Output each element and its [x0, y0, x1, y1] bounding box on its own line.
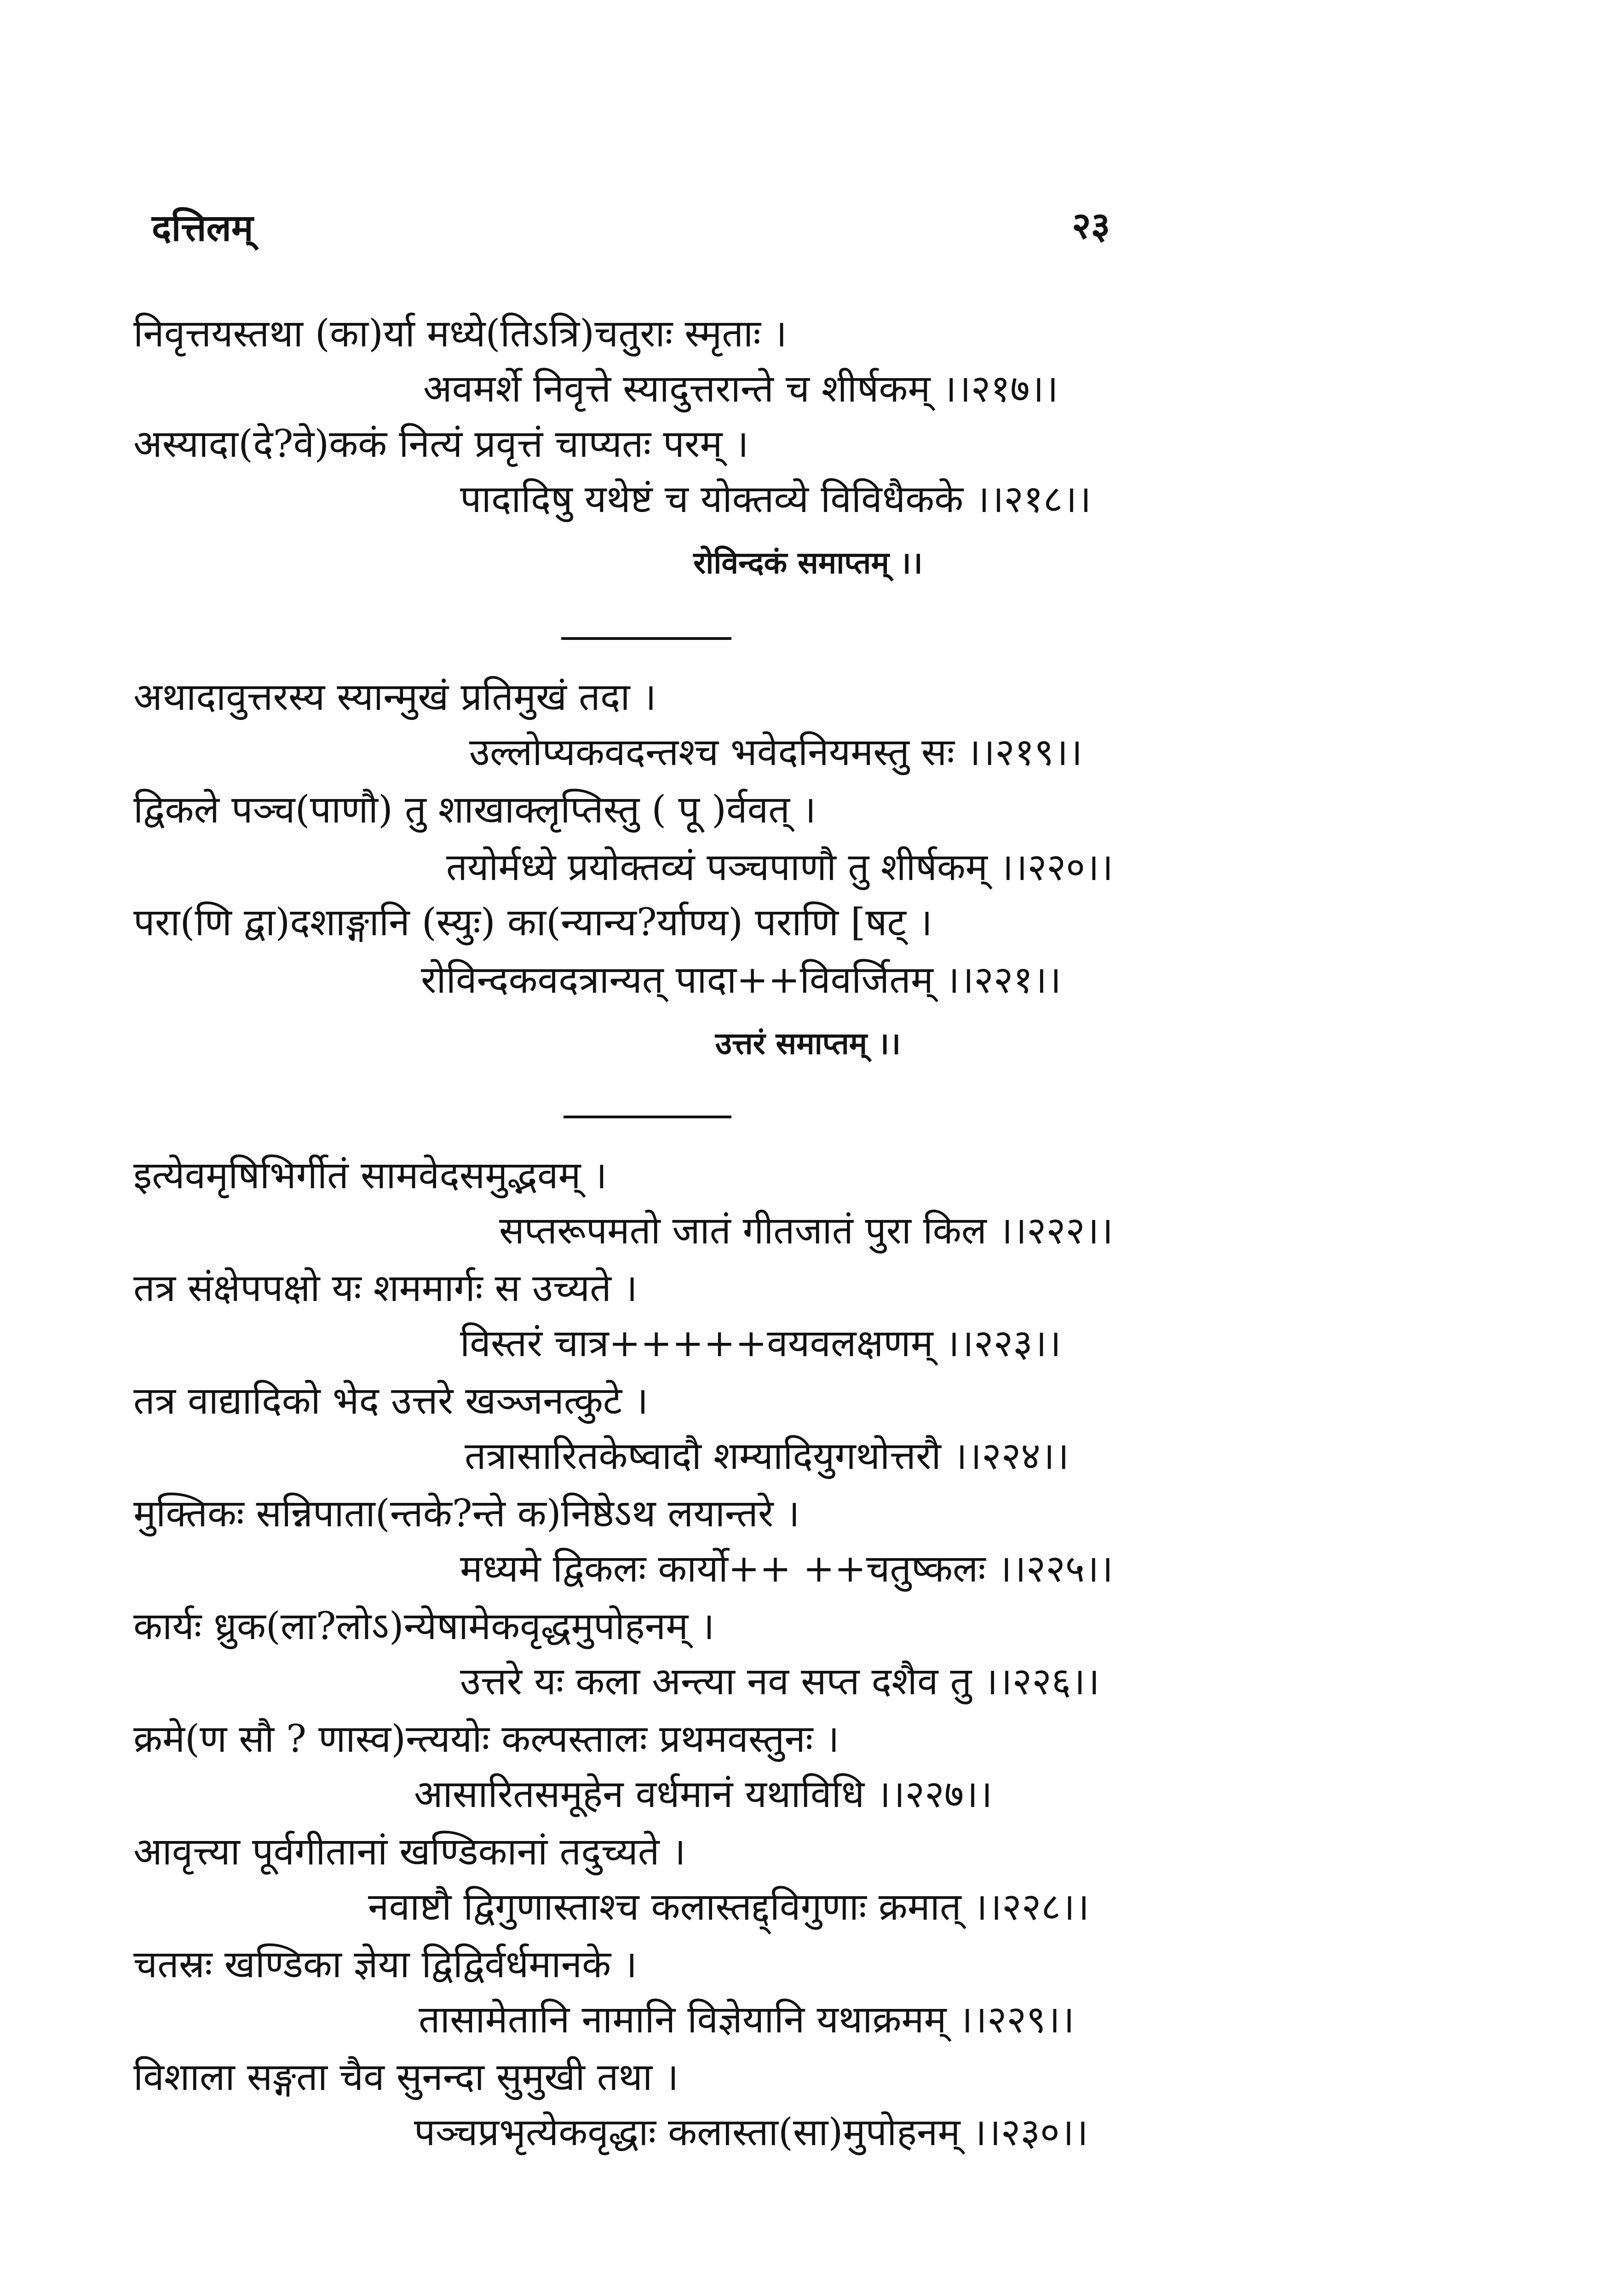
verse-line: नवाष्टौ द्विगुणास्ताश्च कलास्तद्द्विगुणाः क्रमात् ।।२२८।।	[368, 1885, 1090, 1929]
verse-line: सप्तरूपमतो जातं गीतजातं पुरा किल ।।२२२।।	[499, 1209, 1113, 1253]
verse-line: तयोर्मध्ये प्रयोक्तव्यं पञ्चपाणौ तु शीर्षकम् ।।२२०।।	[446, 846, 1114, 889]
verse-line: तासामेतानि नामानि विज्ञेयानि यथाक्रमम् ।।२२९।।	[419, 1998, 1075, 2042]
verse-line: पञ्चप्रभृत्येकवृद्धाः कलास्ता(सा)मुपोहनम् ।।२३०।।	[414, 2111, 1088, 2154]
verse-line: आसारितसमूहेन वर्धमानं यथाविधि ।।२२७।।	[414, 1772, 993, 1816]
verse-line: तत्र संक्षेपपक्षो यः शममार्गः स उच्यते ।	[133, 1266, 638, 1310]
verse-line: अथादावुत्तरस्य स्यान्मुखं प्रतिमुखं तदा ।	[133, 675, 656, 719]
verse-line: मध्यमे द्विकलः कार्यो++ ++चतुष्कलः ।।२२५।।	[460, 1547, 1114, 1591]
verse-line: इत्येवमृषिभिर्गीतं सामवेदसमुद्भवम् ।	[133, 1154, 607, 1197]
verse-line: चतस्रः खण्डिका ज्ञेया द्विद्विर्वर्धमानके ।	[133, 1943, 638, 1986]
verse-line: उत्तरे यः कला अन्त्या नव सप्त दशैव तु ।।२२६।।	[460, 1660, 1100, 1703]
section-divider	[561, 637, 731, 640]
verse-line: निवृत्तयस्तथा (का)र्या मध्ये(तिऽत्रि)चतुराः स्मृताः ।	[133, 312, 787, 356]
section-divider	[564, 1116, 731, 1118]
section-end-heading: रोविन्दकं समाप्तम् ।।	[693, 545, 923, 581]
verse-line: तत्र वाद्यादिको भेद उत्तरे खञ्जनत्कुटे ।	[133, 1379, 649, 1423]
verse-line: कार्यः ध्रुक(ला?लोऽ)न्येषामेकवृद्धमुपोहनम् ।	[133, 1605, 715, 1648]
verse-line: मुक्तिकः सन्निपाता(न्तके?न्ते क)निष्ठेऽथ लयान्तरे ।	[133, 1492, 800, 1536]
section-end-heading: उत्तरं समाप्तम् ।।	[715, 1025, 901, 1061]
verse-line: विशाला सङ्गता चैव सुनन्दा सुमुखी तथा ।	[133, 2055, 679, 2099]
verse-line: अस्यादा(दे?वे)ककं नित्यं प्रवृत्तं चाप्यतः परम् ।	[133, 422, 749, 466]
verse-line: पादादिषु यथेष्टं च योक्तव्ये विविधैकके ।।२१८।।	[460, 478, 1092, 521]
verse-line: अवमर्शे निवृत्ते स्यादुत्तरान्ते च शीर्षकम् ।।२१७।।	[423, 367, 1058, 411]
verse-line: क्रमे(ण सौ ? णास्व)न्त्ययोः कल्पस्तालः प्रथमवस्तुनः ।	[133, 1717, 840, 1761]
verse-line: रोविन्दकवदत्रान्यत् पादा++विवर्जितम् ।।२२१।।	[421, 958, 1062, 1002]
page-number: २३	[1072, 204, 1110, 247]
running-title: दत्तिलम्	[152, 206, 253, 249]
verse-line: आवृत्त्या पूर्वगीतानां खण्डिकानां तदुच्यते ।	[133, 1830, 686, 1874]
verse-line: विस्तरं चात्र+++++वयवलक्षणम् ।।२२३।।	[460, 1322, 1061, 1365]
verse-line: उल्लोप्यकवदन्तश्च भवेदनियमस्तु सः ।।२१९।।	[469, 731, 1083, 774]
verse-line: परा(णि द्वा)दशाङ्गानि (स्युः) का(न्यान्य?र्याण्य) पराणि [षट् ।	[133, 901, 932, 944]
verse-line: तत्रासारितकेष्वादौ शम्यादियुगथोत्तरौ ।।२२४।।	[465, 1434, 1070, 1478]
verse-line: द्विकले पञ्च(पाणौ) तु शाखाक्लृप्तिस्तु ( पू )र्ववत् ।	[133, 788, 817, 832]
